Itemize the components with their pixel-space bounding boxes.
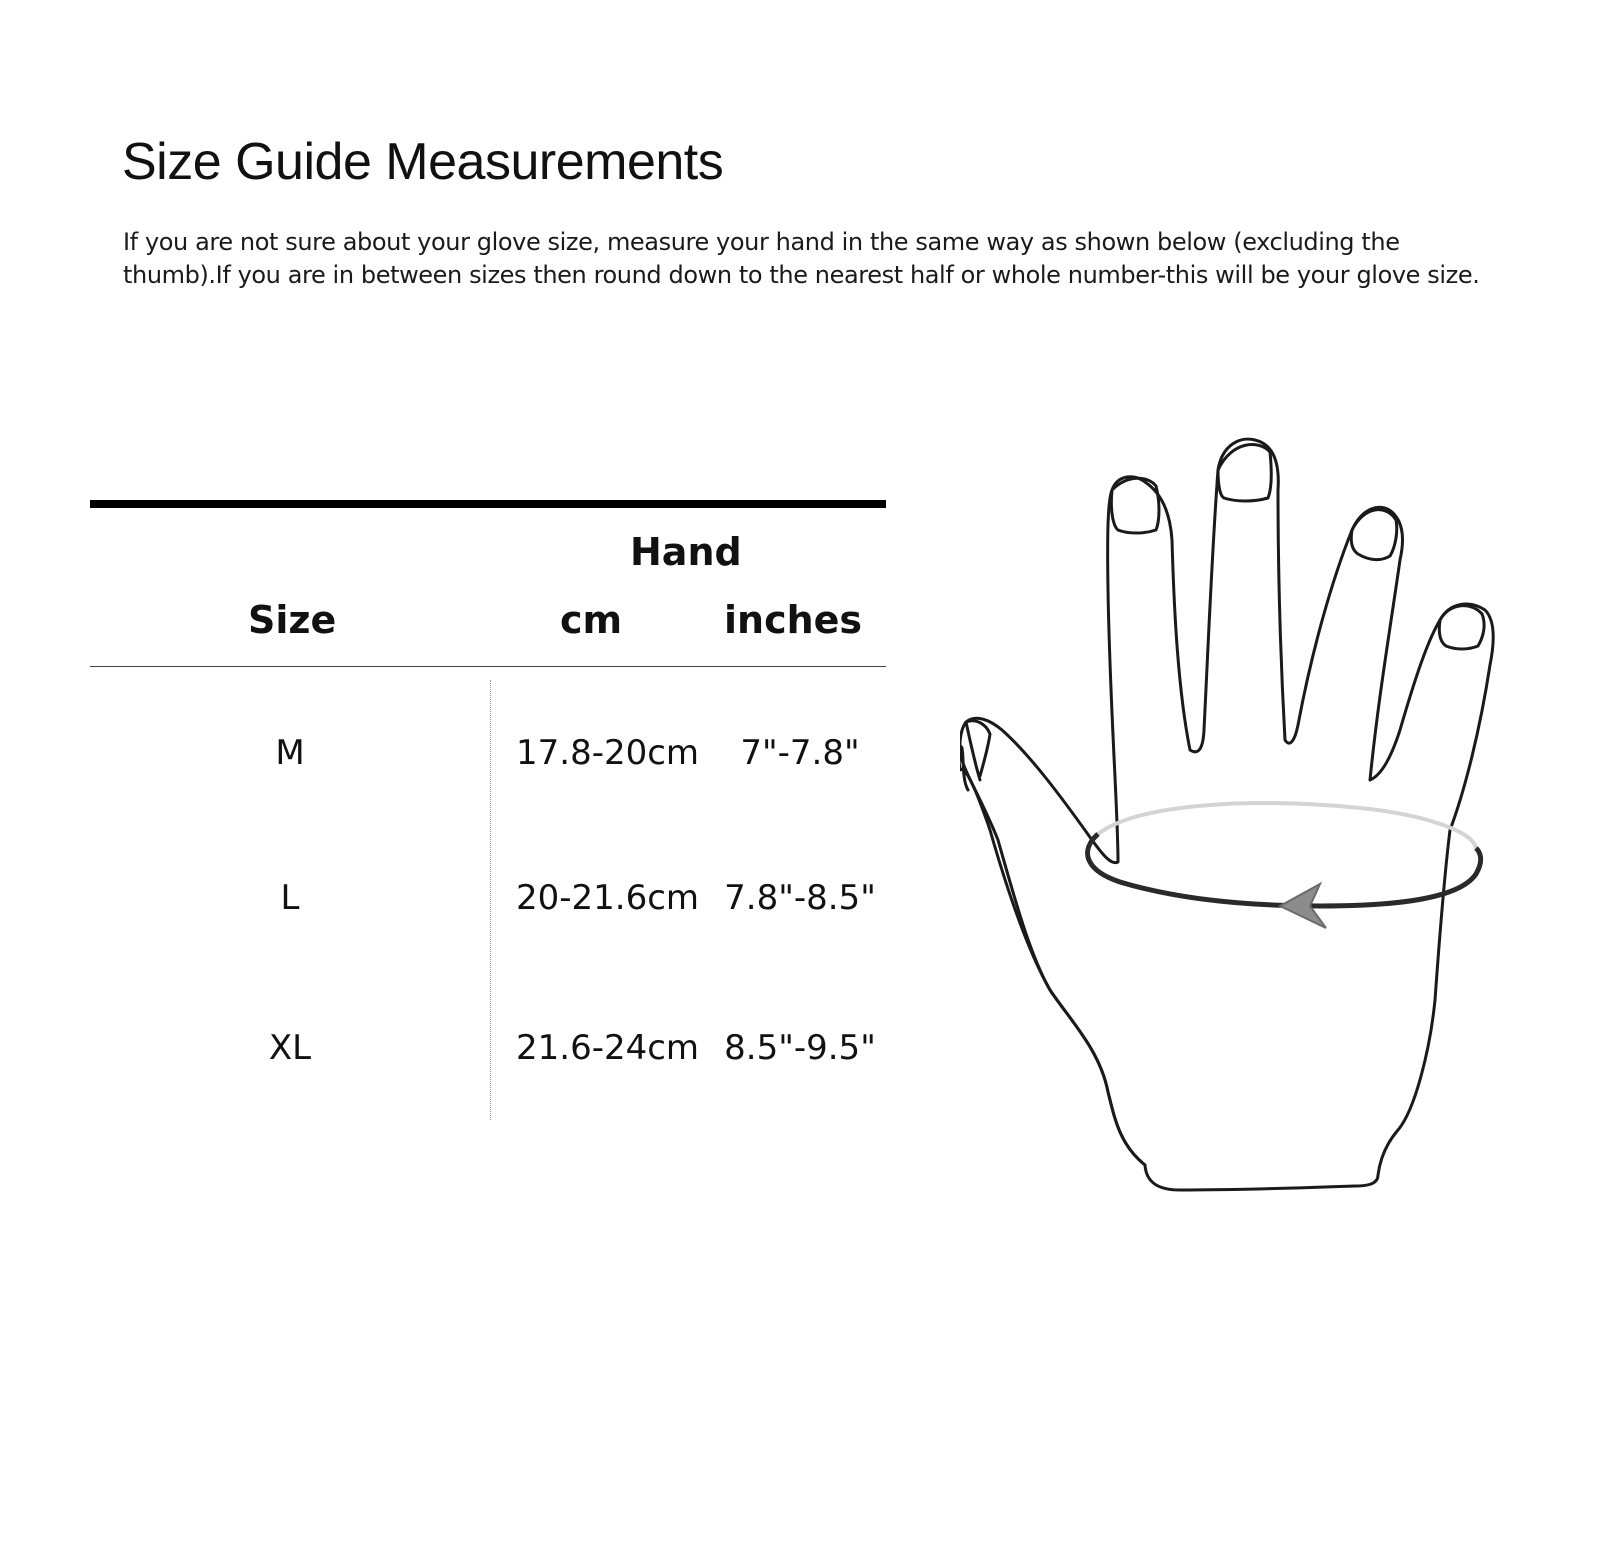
hand-measurement-icon	[960, 430, 1520, 1220]
row-m-size: M	[275, 733, 305, 773]
size-column-header: Size	[248, 598, 337, 642]
row-l-inches: 7.8"-8.5"	[724, 878, 876, 918]
ring-nail	[1351, 510, 1397, 560]
header-divider	[90, 666, 886, 667]
row-l-cm: 20-21.6cm	[516, 878, 700, 918]
middle-nail	[1218, 445, 1271, 501]
inches-column-header: inches	[724, 598, 863, 642]
row-xl-size: XL	[268, 1028, 312, 1068]
row-l-size: L	[280, 878, 300, 918]
hand-group-header: Hand	[630, 530, 742, 574]
row-xl-inches: 8.5"-9.5"	[724, 1028, 876, 1068]
row-m-cm: 17.8-20cm	[516, 733, 700, 773]
measuring-band	[1088, 803, 1481, 906]
row-m-inches: 7"-7.8"	[740, 733, 860, 773]
row-xl-cm: 21.6-24cm	[516, 1028, 700, 1068]
page-title: Size Guide Measurements	[122, 133, 724, 191]
column-divider	[490, 680, 491, 1120]
intro-text: If you are not sure about your glove size, measure your hand in the same way as shown below (excluding the thumb).If you are in between sizes then round down to the nearest half or whole number-this will be your glove size.	[123, 228, 1480, 289]
size-table	[90, 500, 886, 1120]
table-top-rule	[90, 500, 886, 508]
cm-column-header: cm	[560, 598, 623, 642]
thumb-nail	[966, 721, 990, 780]
pinky-nail	[1439, 606, 1484, 649]
